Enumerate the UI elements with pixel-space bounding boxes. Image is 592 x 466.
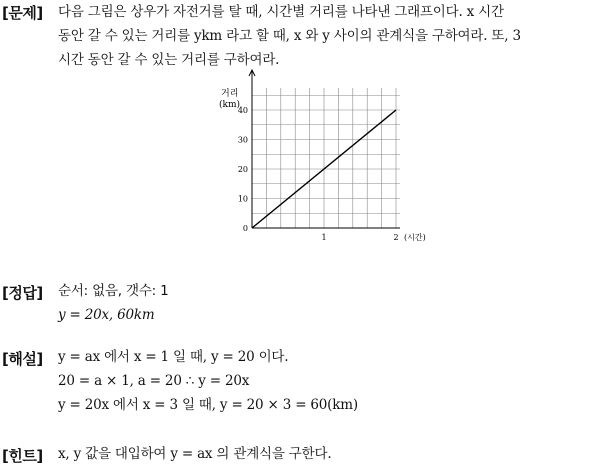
explanation-line-3: y = 20x 에서 x = 3 일 때, y = 20 × 3 = 60(km) <box>58 397 358 413</box>
distance-time-chart <box>0 60 592 310</box>
hint-line: x, y 값을 대입하여 y = ax 의 관계식을 구한다. <box>58 446 332 462</box>
y-tick-label: 40 <box>237 106 248 115</box>
y-axis-label: 거리 <box>221 89 239 99</box>
y-tick-label: 20 <box>237 165 248 174</box>
problem-line-3: 시간 동안 갈 수 있는 거리를 구하여라. <box>58 52 280 68</box>
answer-label: [정답] <box>2 284 43 302</box>
y-tick-label: 0 <box>242 224 248 233</box>
y-axis-unit: (km) <box>219 100 241 110</box>
x-tick-label: 1 <box>321 233 327 242</box>
answer-meta: 순서: 없음, 갯수: 1 <box>58 283 169 299</box>
y-tick-label: 10 <box>237 194 248 204</box>
chart-axes <box>249 70 400 228</box>
hint-label: [힌트] <box>2 447 43 465</box>
chart-ticks <box>238 106 426 242</box>
answer-text <box>58 279 169 327</box>
explanation-label: [해설] <box>2 350 43 368</box>
answer-line: y = 20x, 60km <box>58 307 155 323</box>
hint-text <box>58 442 331 466</box>
chart-grid <box>252 88 400 228</box>
problem-label: [문제] <box>2 4 43 22</box>
explanation-line-2: 20 = a × 1, a = 20 ∴ y = 20x <box>58 373 250 389</box>
explanation-line-1: y = ax 에서 x = 1 일 때, y = 20 이다. <box>58 349 289 365</box>
y-tick-label: 30 <box>237 135 248 145</box>
x-axis-label: (시간) <box>404 233 426 242</box>
problem-line-2: 동안 갈 수 있는 거리를 ykm 라고 할 때, x 와 y 사이의 관계식을 구하여라. 또, 3 <box>58 28 521 44</box>
explanation-text <box>58 345 358 417</box>
x-tick-label: 2 <box>393 233 399 242</box>
problem-line-1: 다음 그림은 상우가 자전거를 탈 때, 시간별 거리를 나타낸 그래프이다. x 시간 <box>58 4 504 20</box>
